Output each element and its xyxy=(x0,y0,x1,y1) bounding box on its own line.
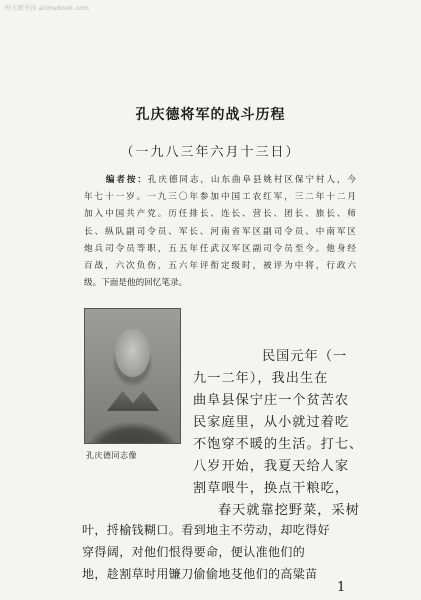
portrait-collar xyxy=(107,391,159,411)
body-text-line: 不饱穿不暖的生活。打七、 xyxy=(193,437,364,452)
editor-note-line: 年七十一岁。一九三〇年参加中国工农红军，三二年十二月 xyxy=(84,192,356,203)
body-text-line: 割草喂牛，换点干粮吃， xyxy=(193,481,350,496)
body-text-line: 春天就靠挖野菜，采树 xyxy=(218,503,360,518)
editor-note-line: 级。下面是他的回忆笔录。 xyxy=(84,278,188,289)
portrait-photo xyxy=(84,308,181,444)
editor-note-line: 炮兵司令员等职，五五年任武汉军区副司令员至今。他身经 xyxy=(84,243,356,254)
chapter-title: 孔庆德将军的战斗历程 xyxy=(135,107,286,123)
body-text-line: 民国元年（一 xyxy=(262,349,348,364)
body-text-line: 九一二年），我出生在 xyxy=(193,371,329,386)
body-text-line: 地，趁割草时用镰刀偷偷地芟他们的高粱苗 xyxy=(82,567,318,581)
page-number: 1 xyxy=(337,580,346,595)
body-text-line: 曲阜县保宁庄一个贫苦农 xyxy=(193,393,350,408)
chapter-date: （一九八三年六月十三日） xyxy=(120,145,301,160)
editor-note-line: 长、纵队副司令员、军长、河南省军区副司令员、中南军区 xyxy=(84,226,356,237)
watermark: 时光图书馆 atimebook.com xyxy=(5,5,90,12)
portrait-face xyxy=(115,329,150,377)
editor-note xyxy=(84,172,356,292)
body-text-line: 八岁开始，我夏天给人家 xyxy=(193,459,350,474)
body-text-line: 民家庭里，从小就过着吃 xyxy=(193,415,350,430)
body-text-line: 穿得阔，对他们恨得要命，便认准他们的 xyxy=(82,545,306,559)
body-text-line: 叶，捋榆钱糊口。看到地主不劳动，却吃得好 xyxy=(82,523,331,537)
photo-caption: 孔庆德同志像 xyxy=(86,451,137,460)
editor-note-line: 编者按：孔庆德同志，山东曲阜县姚村区保宁村人，今 xyxy=(104,175,356,185)
editor-note-line: 百战，六次负伤，五六年评衔定级时，被评为中将，行政六 xyxy=(84,261,356,272)
editor-note-label: 编者按： xyxy=(104,175,148,185)
editor-note-line: 加入中国共产党。历任排长、连长、营长、团长、旅长、师 xyxy=(84,209,356,220)
